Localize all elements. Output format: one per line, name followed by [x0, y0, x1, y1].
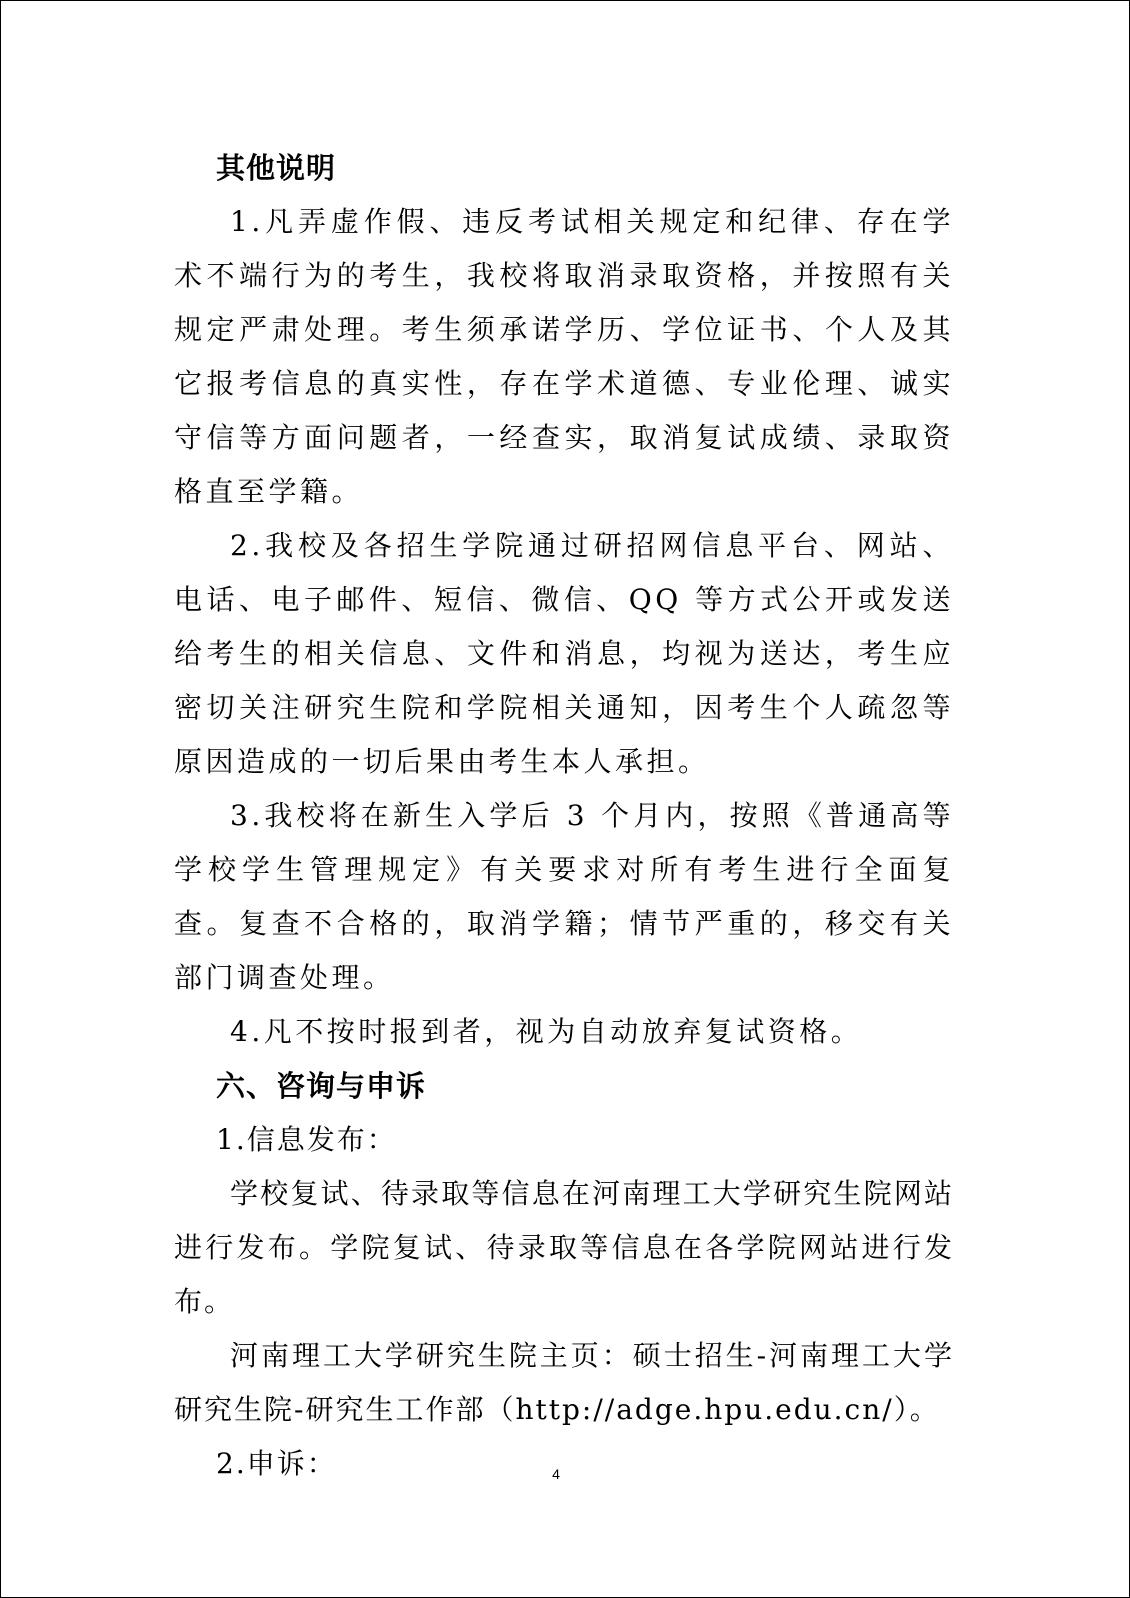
appeal-label: 2.申诉： [216, 1447, 337, 1480]
info-release-label: 1.信息发布： [216, 1123, 397, 1156]
note-item-2: 2.我校及各招生学院通过研招网信息平台、网站、电话、电子邮件、短信、微信、QQ 等方式公开或发送给考生的相关信息、文件和消息，均视为送达，考生应密切关注研究生院和学院相关通知，因考生个人疏忽等原因造成的一切后果由考生本人承担。 [174, 529, 954, 778]
note-item-1: 1.凡弄虚作假、违反考试相关规定和纪律、存在学术不端行为的考生，我校将取消录取资格，并按照有关规定严肃处理。考生须承诺学历、学位证书、个人及其它报考信息的真实性，存在学术道德、专业伦理、诚实守信等方面问题者，一经查实，取消复试成绩、录取资格直至学籍。 [174, 205, 954, 508]
note-item-4: 4.凡不按时报到者，视为自动放弃复试资格。 [230, 1015, 863, 1048]
document-body [174, 141, 954, 1491]
note-item-3: 3.我校将在新生入学后 3 个月内，按照《普通高等学校学生管理规定》有关要求对所有考生进行全面复查。复查不合格的，取消学籍；情节严重的，移交有关部门调查处理。 [174, 799, 954, 994]
section-heading-other-notes: 其他说明 [216, 151, 337, 185]
section-heading-consult-appeal: 六、咨询与申诉 [216, 1069, 427, 1103]
info-release-paragraph: 学校复试、待录取等信息在河南理工大学研究生院网站进行发布。学院复试、待录取等信息在各学院网站进行发布。 [174, 1177, 954, 1318]
graduate-school-homepage-paragraph: 河南理工大学研究生院主页：硕士招生-河南理工大学研究生院-研究生工作部（http://adge.hpu.edu.cn/）。 [174, 1339, 954, 1426]
page-number: 4 [552, 1466, 560, 1482]
